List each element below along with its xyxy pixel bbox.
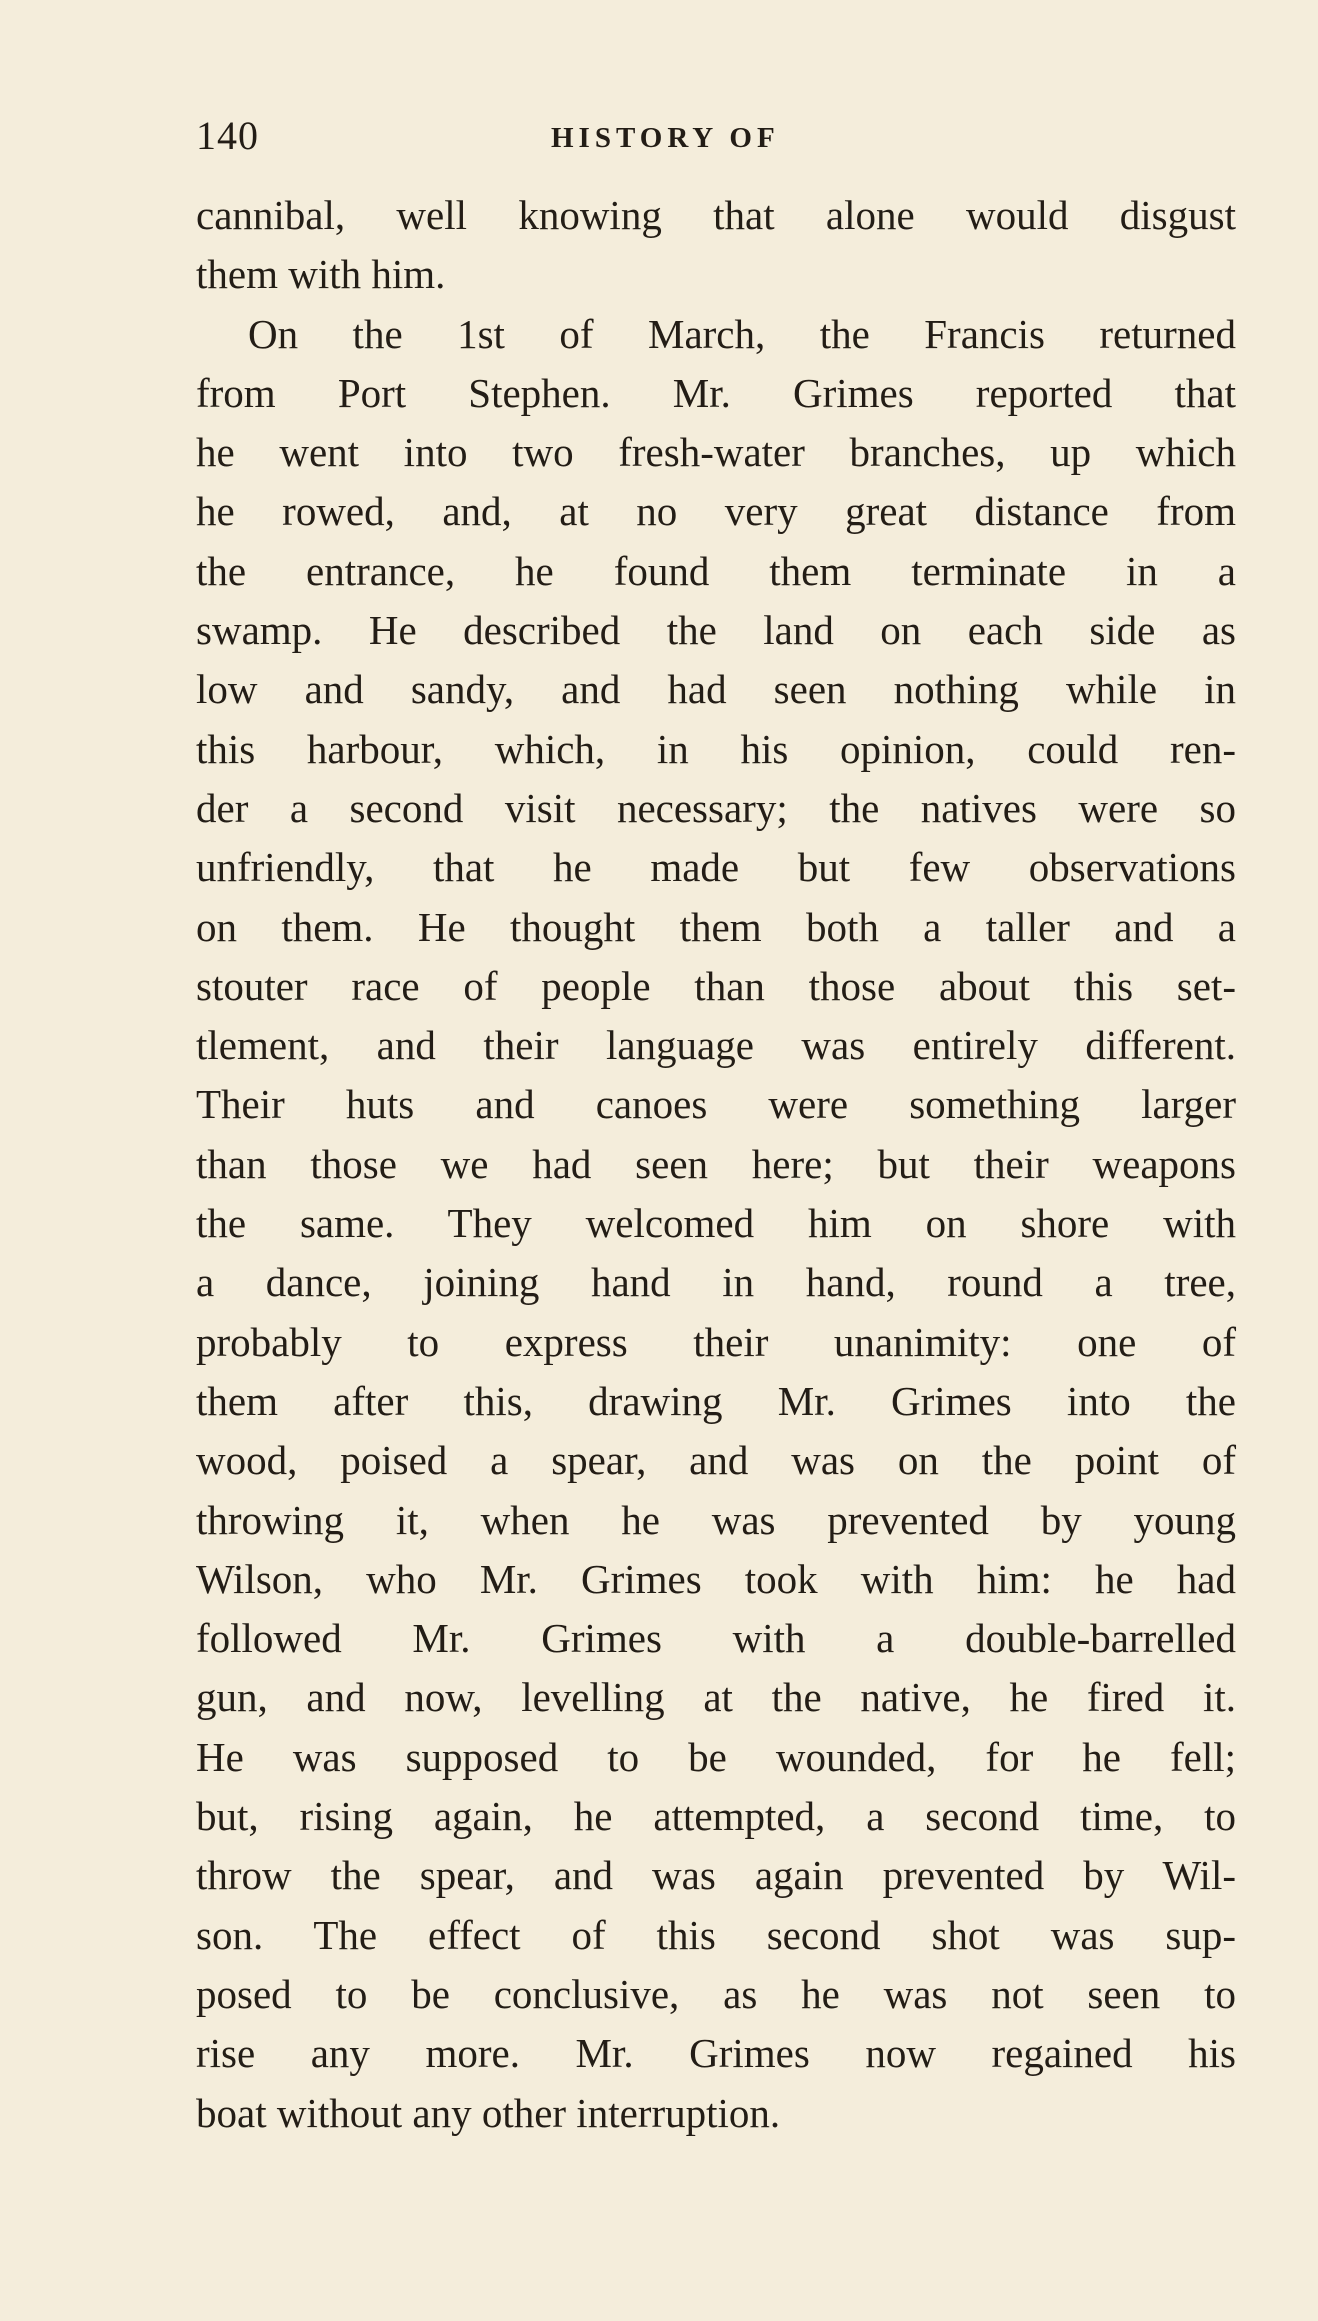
text-line: son. The effect of this second shot was sup- (196, 1911, 1236, 1958)
text-line: he rowed, and, at no very great distance from (196, 488, 1236, 535)
text-line: than those we had seen here; but their weapons (196, 1140, 1236, 1187)
text-line: probably to express their unanimity: one of (196, 1318, 1236, 1365)
text-line: Their huts and canoes were something larger (196, 1081, 1236, 1128)
text-line: them with him. (196, 251, 446, 298)
text-line: tlement, and their language was entirely different. (196, 1022, 1236, 1069)
text-line: unfriendly, that he made but few observations (196, 844, 1236, 891)
text-line: the same. They welcomed him on shore with (196, 1200, 1236, 1247)
text-line: this harbour, which, in his opinion, could ren- (196, 725, 1236, 772)
running-head: HISTORY OF (551, 122, 780, 154)
text-line: from Port Stephen. Mr. Grimes reported that (196, 369, 1236, 416)
text-line: the entrance, he found them terminate in a (196, 547, 1236, 594)
text-line: but, rising again, he attempted, a second time, to (196, 1793, 1236, 1840)
text-line: rise any more. Mr. Grimes now regained his (196, 2030, 1236, 2077)
text-line: boat without any other interruption. (196, 2089, 781, 2136)
text-line: wood, poised a spear, and was on the point of (196, 1437, 1236, 1484)
text-line: throwing it, when he was prevented by young (196, 1496, 1236, 1543)
text-line: He was supposed to be wounded, for he fell; (196, 1733, 1236, 1780)
text-line: Wilson, who Mr. Grimes took with him: he had (196, 1555, 1236, 1602)
text-line: a dance, joining hand in hand, round a tree, (196, 1259, 1236, 1306)
text-line: them after this, drawing Mr. Grimes into the (196, 1377, 1236, 1424)
text-line: he went into two fresh-water branches, up which (196, 429, 1236, 476)
text-line: on them. He thought them both a taller and a (196, 903, 1236, 950)
text-line: stouter race of people than those about this set- (196, 962, 1236, 1009)
text-line: posed to be conclusive, as he was not seen to (196, 1970, 1236, 2017)
page-number: 140 (196, 113, 259, 158)
text-line: On the 1st of March, the Francis returned (248, 310, 1236, 357)
text-line: gun, and now, levelling at the native, he fired it. (196, 1674, 1236, 1721)
text-line: followed Mr. Grimes with a double-barrelled (196, 1615, 1236, 1662)
text-line: low and sandy, and had seen nothing while in (196, 666, 1236, 713)
page-header (196, 112, 1236, 172)
body-text (196, 186, 1236, 2143)
text-line: swamp. He described the land on each side as (196, 607, 1236, 654)
text-line: throw the spear, and was again prevented by Wil- (196, 1852, 1236, 1899)
text-line: der a second visit necessary; the natives were so (196, 784, 1236, 831)
text-line: cannibal, well knowing that alone would disgust (196, 192, 1236, 238)
